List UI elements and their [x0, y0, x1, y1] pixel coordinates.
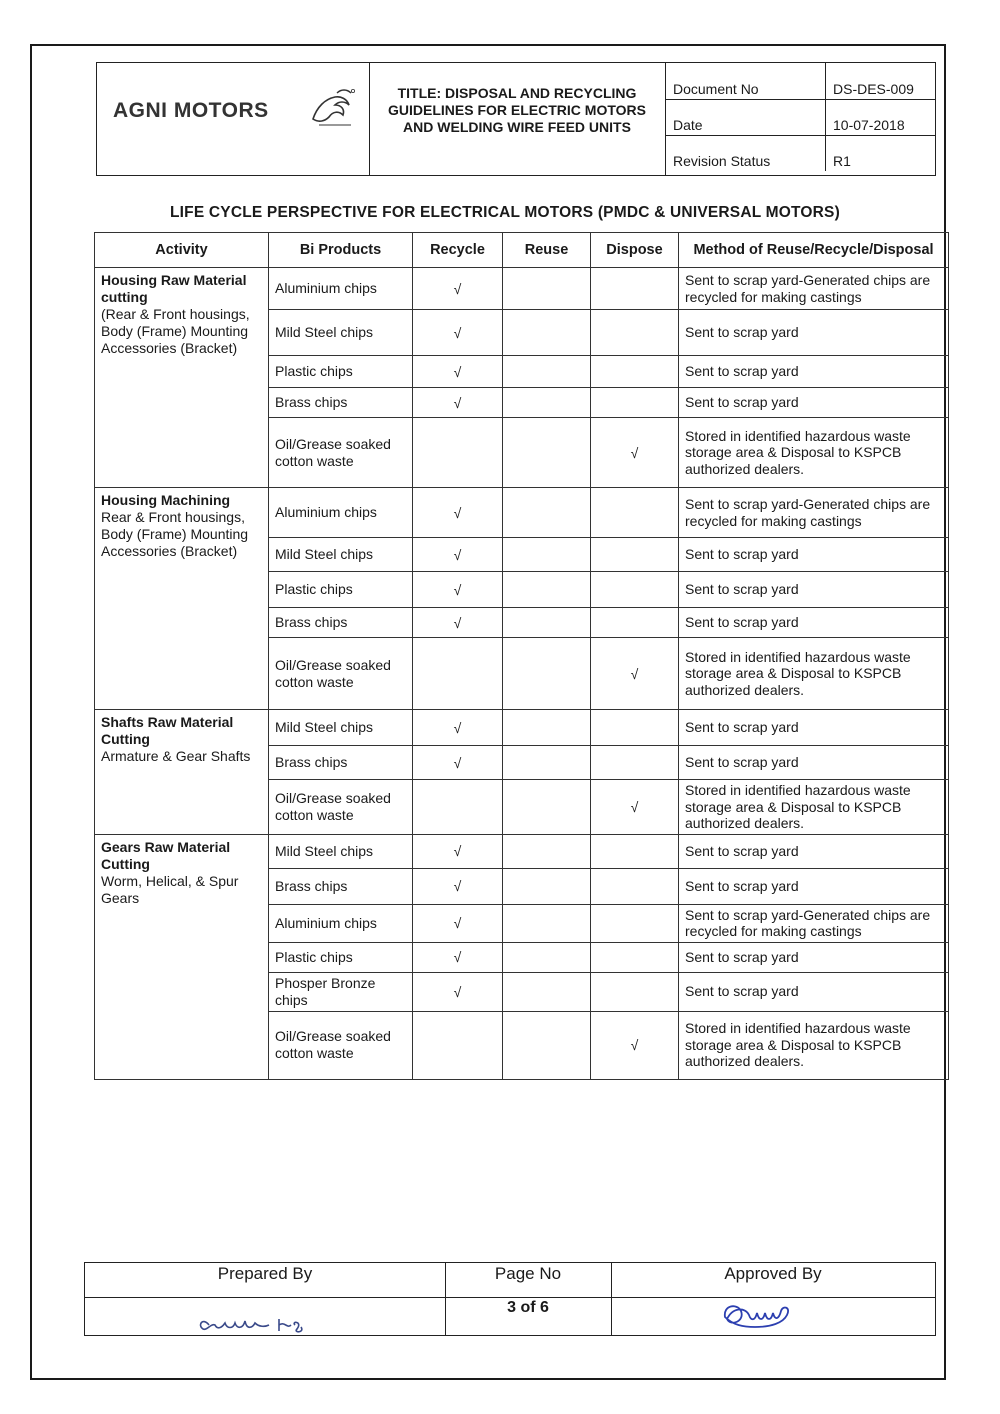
date-label: Date [673, 117, 703, 133]
lifecycle-table [94, 232, 949, 1080]
by-product-cell: Oil/Grease soaked cotton waste [269, 780, 413, 835]
by-product-cell: Aluminium chips [269, 268, 413, 310]
reuse-cell [503, 868, 591, 904]
reuse-cell [503, 834, 591, 868]
by-product-cell: Mild Steel chips [269, 834, 413, 868]
dispose-cell [591, 268, 679, 310]
dispose-cell [591, 942, 679, 972]
method-cell: Sent to scrap yard [679, 942, 949, 972]
reuse-cell [503, 268, 591, 310]
recycle-cell: √ [413, 942, 503, 972]
approved-by-cell [611, 1263, 935, 1335]
by-product-cell: Brass chips [269, 608, 413, 638]
reuse-cell [503, 572, 591, 608]
company-name: AGNI MOTORS [113, 99, 269, 122]
by-product-cell: Brass chips [269, 746, 413, 780]
signature-scribble-icon [711, 1297, 811, 1333]
recycle-cell: √ [413, 488, 503, 538]
activity-title: Gears Raw Material Cutting [101, 838, 231, 872]
method-cell: Sent to scrap yard-Generated chips are recycled for making castings [679, 268, 949, 310]
activity-title: Housing Machining [101, 492, 231, 508]
dispose-cell [591, 904, 679, 942]
document-header [96, 62, 936, 176]
dispose-cell [591, 710, 679, 746]
dispose-cell [591, 608, 679, 638]
dispose-cell [591, 388, 679, 418]
method-cell: Stored in identified hazardous waste storage area & Disposal to KSPCB authorized dealers. [679, 780, 949, 835]
page-number-label: Page No [445, 1263, 611, 1298]
page-number: 3 of 6 [507, 1299, 549, 1316]
recycle-cell [413, 1011, 503, 1079]
recycle-cell [413, 780, 503, 835]
reuse-cell [503, 608, 591, 638]
by-product-cell: Plastic chips [269, 942, 413, 972]
activity-cell [95, 834, 269, 1079]
method-cell: Sent to scrap yard-Generated chips are recycled for making castings [679, 488, 949, 538]
column-header: Reuse [503, 233, 591, 268]
recycle-cell: √ [413, 746, 503, 780]
dispose-cell: √ [591, 780, 679, 835]
method-cell: Sent to scrap yard-Generated chips are recycled for making castings [679, 904, 949, 942]
by-product-cell: Plastic chips [269, 356, 413, 388]
reuse-cell [503, 418, 591, 488]
table-body [95, 268, 949, 1080]
dispose-cell [591, 572, 679, 608]
method-cell: Sent to scrap yard [679, 356, 949, 388]
table-row [95, 488, 949, 538]
by-product-cell: Oil/Grease soaked cotton waste [269, 1011, 413, 1079]
recycle-cell: √ [413, 834, 503, 868]
method-cell: Sent to scrap yard [679, 834, 949, 868]
dispose-cell [591, 310, 679, 356]
reuse-cell [503, 942, 591, 972]
date-row [665, 99, 935, 136]
page-number-cell [445, 1263, 612, 1335]
recycle-cell: √ [413, 388, 503, 418]
recycle-cell: √ [413, 356, 503, 388]
recycle-cell: √ [413, 868, 503, 904]
method-cell: Stored in identified hazardous waste storage area & Disposal to KSPCB authorized dealers. [679, 638, 949, 710]
method-cell: Sent to scrap yard [679, 746, 949, 780]
method-cell: Sent to scrap yard [679, 538, 949, 572]
activity-subtitle: Armature & Gear Shafts [101, 748, 251, 764]
reuse-cell [503, 356, 591, 388]
by-product-cell: Aluminium chips [269, 488, 413, 538]
title-cell [369, 63, 666, 175]
dispose-cell [591, 834, 679, 868]
reuse-cell [503, 1011, 591, 1079]
prepared-by-cell [85, 1263, 446, 1335]
dispose-cell [591, 488, 679, 538]
reuse-cell [503, 538, 591, 572]
dispose-cell: √ [591, 638, 679, 710]
activity-cell [95, 488, 269, 710]
method-cell: Stored in identified hazardous waste storage area & Disposal to KSPCB authorized dealers. [679, 1011, 949, 1079]
revision-row [665, 135, 935, 171]
approved-by-label: Approved By [611, 1263, 935, 1298]
by-product-cell: Mild Steel chips [269, 310, 413, 356]
dispose-cell [591, 746, 679, 780]
recycle-cell: √ [413, 710, 503, 746]
reuse-cell [503, 972, 591, 1011]
recycle-cell: √ [413, 538, 503, 572]
document-title: TITLE: DISPOSAL AND RECYCLING GUIDELINES FOR ELECTRIC MOTORS AND WELDING WIRE FEED UNITS [388, 85, 646, 135]
activity-cell [95, 710, 269, 835]
recycle-cell: √ [413, 608, 503, 638]
by-product-cell: Oil/Grease soaked cotton waste [269, 638, 413, 710]
dispose-cell [591, 868, 679, 904]
info-cell [665, 63, 935, 175]
activity-subtitle: Rear & Front housings, Body (Frame) Mounting Accessories (Bracket) [101, 509, 249, 559]
reuse-cell [503, 310, 591, 356]
activity-title: Housing Raw Material cutting [101, 272, 247, 305]
table-header-row [95, 233, 949, 268]
revision-value: R1 [833, 153, 851, 169]
column-header: Bi Products [269, 233, 413, 268]
method-cell: Sent to scrap yard [679, 972, 949, 1011]
method-cell: Sent to scrap yard [679, 388, 949, 418]
recycle-cell: √ [413, 310, 503, 356]
activity-subtitle: Worm, Helical, & Spur Gears [101, 872, 239, 906]
dispose-cell [591, 972, 679, 1011]
by-product-cell: Phosper Bronze chips [269, 972, 413, 1011]
document-number-label: Document No [673, 81, 759, 97]
recycle-cell: √ [413, 904, 503, 942]
by-product-cell: Brass chips [269, 868, 413, 904]
reuse-cell [503, 904, 591, 942]
recycle-cell [413, 418, 503, 488]
document-footer [84, 1262, 936, 1336]
activity-title: Shafts Raw Material Cutting [101, 714, 234, 747]
logo-cell [97, 63, 370, 175]
table-row [95, 834, 949, 868]
activity-subtitle: (Rear & Front housings, Body (Frame) Mounting Accessories (Bracket) [101, 306, 250, 356]
reuse-cell [503, 488, 591, 538]
method-cell: Stored in identified hazardous waste storage area & Disposal to KSPCB authorized dealers. [679, 418, 949, 488]
document-number-row [665, 63, 935, 100]
column-header: Recycle [413, 233, 503, 268]
agni-mascot-logo-icon [307, 85, 357, 131]
prepared-by-signature [145, 1303, 345, 1335]
column-header: Activity [95, 233, 269, 268]
column-header: Method of Reuse/Recycle/Disposal [679, 233, 949, 268]
method-cell: Sent to scrap yard [679, 868, 949, 904]
by-product-cell: Aluminium chips [269, 904, 413, 942]
reuse-cell [503, 780, 591, 835]
recycle-cell [413, 638, 503, 710]
section-title: LIFE CYCLE PERSPECTIVE FOR ELECTRICAL MOTORS (PMDC & UNIVERSAL MOTORS) [170, 204, 840, 221]
by-product-cell: Brass chips [269, 388, 413, 418]
reuse-cell [503, 388, 591, 418]
recycle-cell: √ [413, 572, 503, 608]
reuse-cell [503, 710, 591, 746]
method-cell: Sent to scrap yard [679, 710, 949, 746]
dispose-cell [591, 356, 679, 388]
table-row [95, 710, 949, 746]
reuse-cell [503, 746, 591, 780]
method-cell: Sent to scrap yard [679, 572, 949, 608]
dispose-cell: √ [591, 418, 679, 488]
method-cell: Sent to scrap yard [679, 310, 949, 356]
prepared-by-label: Prepared By [85, 1263, 445, 1298]
column-header: Dispose [591, 233, 679, 268]
method-cell: Sent to scrap yard [679, 608, 949, 638]
by-product-cell: Mild Steel chips [269, 538, 413, 572]
by-product-cell: Plastic chips [269, 572, 413, 608]
reuse-cell [503, 638, 591, 710]
by-product-cell: Oil/Grease soaked cotton waste [269, 418, 413, 488]
by-product-cell: Mild Steel chips [269, 710, 413, 746]
table-row [95, 268, 949, 310]
revision-label: Revision Status [673, 153, 771, 169]
dispose-cell [591, 538, 679, 572]
activity-cell [95, 268, 269, 488]
recycle-cell: √ [413, 268, 503, 310]
recycle-cell: √ [413, 972, 503, 1011]
date-value: 10-07-2018 [833, 117, 905, 133]
dispose-cell: √ [591, 1011, 679, 1079]
document-number: DS-DES-009 [833, 81, 914, 97]
